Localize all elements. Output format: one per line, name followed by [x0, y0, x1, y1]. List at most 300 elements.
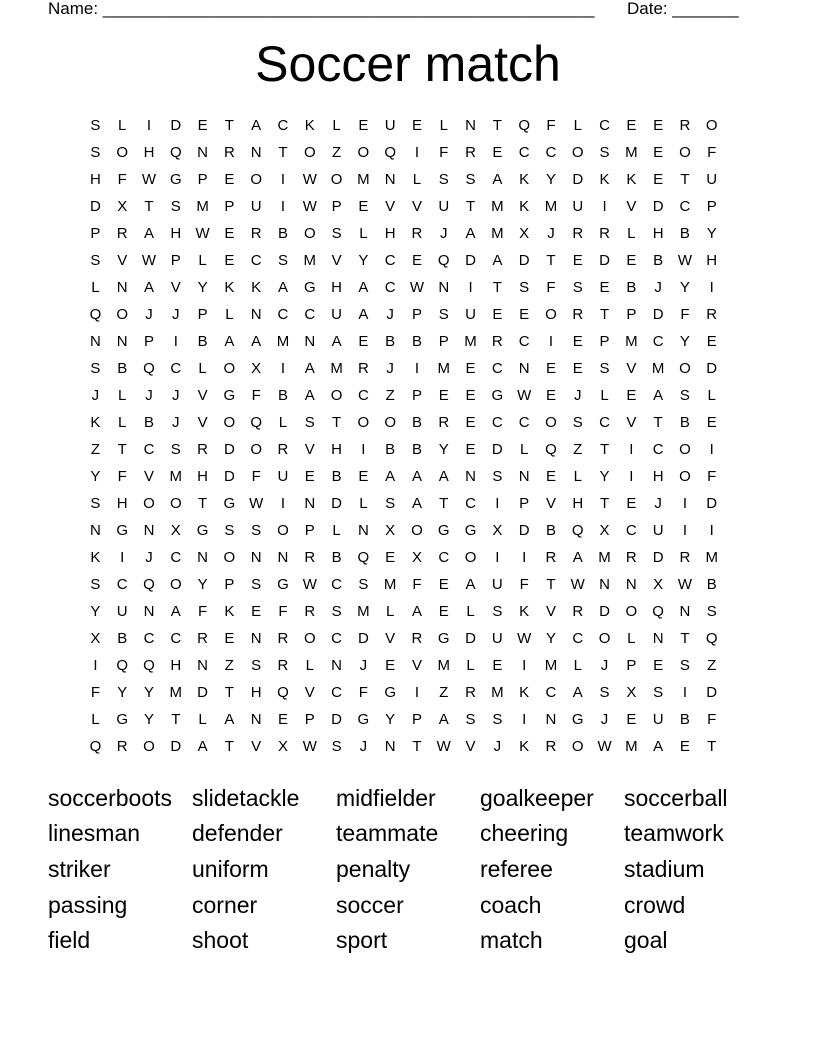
grid-letter: J	[359, 657, 368, 674]
grid-letter: D	[599, 252, 610, 269]
grid-letter: C	[170, 630, 182, 647]
grid-row	[82, 625, 734, 652]
grid-letter: L	[439, 117, 448, 134]
grid-letter: Y	[143, 684, 154, 701]
grid-row	[82, 679, 734, 706]
grid-letter: O	[116, 306, 129, 323]
grid-letter: E	[465, 360, 476, 377]
grid-letter: N	[197, 549, 208, 566]
grid-letter: V	[385, 198, 396, 215]
grid-letter: R	[357, 360, 369, 377]
grid-letter: V	[626, 360, 637, 377]
grid-letter: F	[546, 117, 556, 134]
grid-letter: K	[519, 198, 530, 215]
grid-letter: V	[304, 684, 315, 701]
grid-letter: L	[412, 171, 422, 188]
grid-letter: M	[625, 738, 638, 755]
grid-letter: H	[331, 279, 342, 296]
grid-letter: H	[116, 495, 128, 512]
grid-letter: H	[197, 468, 208, 485]
grid-letter: A	[492, 252, 503, 269]
grid-row	[82, 544, 734, 571]
grid-letter: N	[384, 738, 396, 755]
grid-row	[82, 220, 734, 247]
grid-letter: V	[626, 414, 637, 431]
word-list-row	[48, 816, 778, 852]
grid-letter: V	[197, 414, 208, 431]
grid-letter: N	[250, 144, 262, 161]
grid-letter: C	[357, 387, 369, 404]
grid-letter: W	[570, 576, 585, 593]
grid-row	[82, 517, 734, 544]
grid-letter: L	[359, 225, 368, 242]
grid-letter: Q	[357, 549, 370, 566]
grid-letter: Q	[143, 360, 155, 377]
grid-letter: N	[197, 657, 208, 674]
grid-letter: A	[143, 225, 154, 242]
grid-letter: K	[519, 171, 530, 188]
grid-letter: S	[679, 657, 690, 674]
grid-letter: D	[465, 630, 476, 647]
grid-letter: U	[250, 198, 262, 215]
grid-letter: R	[277, 630, 289, 647]
grid-letter: W	[517, 630, 532, 647]
grid-letter: A	[411, 468, 422, 485]
grid-letter: V	[411, 657, 422, 674]
grid-letter: D	[518, 522, 530, 539]
grid-letter: B	[143, 414, 154, 431]
grid-letter: D	[331, 711, 342, 728]
grid-letter: K	[224, 603, 235, 620]
word-list-row	[48, 922, 778, 958]
grid-letter: V	[385, 630, 396, 647]
grid-letter: P	[411, 711, 422, 728]
grid-letter: C	[250, 252, 262, 269]
grid-letter: W	[517, 387, 532, 404]
grid-letter: F	[680, 306, 690, 323]
grid-letter: A	[170, 603, 181, 620]
grid-letter: I	[280, 198, 286, 215]
grid-letter: E	[385, 549, 396, 566]
grid-letter: L	[707, 387, 716, 404]
grid-letter: F	[251, 468, 261, 485]
grid-letter: C	[304, 306, 316, 323]
grid-letter: O	[303, 144, 316, 161]
grid-letter: E	[626, 117, 637, 134]
grid-letter: R	[572, 306, 584, 323]
grid-letter: I	[495, 549, 500, 566]
grid-letter: Z	[224, 657, 234, 674]
grid-letter: T	[278, 144, 288, 161]
grid-letter: N	[438, 279, 450, 296]
grid-letter: N	[465, 468, 476, 485]
grid-letter: Q	[116, 657, 129, 674]
grid-letter: Y	[90, 468, 101, 485]
grid-row	[82, 382, 734, 409]
grid-letter: S	[331, 603, 342, 620]
grid-letter: P	[438, 333, 449, 350]
grid-letter: X	[117, 198, 128, 215]
grid-letter: I	[414, 144, 420, 161]
grid-letter: Z	[331, 144, 342, 161]
grid-letter: E	[572, 252, 583, 269]
grid-letter: S	[251, 657, 262, 674]
grid-letter: S	[224, 522, 235, 539]
grid-letter: K	[304, 117, 315, 134]
grid-letter: E	[411, 117, 422, 134]
grid-letter: C	[625, 522, 637, 539]
grid-letter: G	[357, 711, 370, 728]
grid-letter: E	[358, 468, 369, 485]
letter-grid	[82, 112, 734, 760]
grid-letter: W	[302, 171, 317, 188]
grid-letter: W	[597, 738, 612, 755]
grid-letter: O	[330, 171, 343, 188]
grid-letter: S	[492, 468, 503, 485]
grid-letter: R	[572, 603, 584, 620]
grid-letter: A	[358, 306, 369, 323]
grid-letter: O	[357, 414, 370, 431]
grid-letter: T	[412, 738, 422, 755]
grid-letter: R	[465, 144, 476, 161]
grid-letter: E	[492, 144, 503, 161]
grid-letter: D	[599, 603, 610, 620]
grid-letter: N	[652, 630, 664, 647]
grid-letter: I	[414, 360, 420, 377]
grid-letter: S	[572, 414, 583, 431]
grid-letter: D	[89, 198, 101, 215]
grid-letter: Y	[197, 279, 208, 296]
grid-letter: P	[706, 198, 717, 215]
grid-letter: H	[89, 171, 101, 188]
grid-letter: O	[169, 495, 182, 512]
grid-letter: B	[277, 225, 288, 242]
grid-letter: O	[705, 117, 718, 134]
grid-letter: H	[384, 225, 396, 242]
grid-letter: G	[464, 522, 477, 539]
grid-letter: Q	[143, 657, 155, 674]
grid-letter: C	[170, 549, 182, 566]
grid-letter: A	[572, 549, 583, 566]
grid-letter: C	[599, 117, 610, 134]
grid-letter: P	[224, 198, 235, 215]
grid-letter: A	[251, 117, 262, 134]
grid-letter: D	[706, 495, 718, 512]
grid-letter: I	[93, 657, 98, 674]
grid-letter: B	[117, 360, 128, 377]
grid-letter: H	[652, 468, 664, 485]
grid-letter: M	[357, 603, 370, 620]
grid-letter: O	[223, 414, 236, 431]
grid-letter: C	[465, 495, 476, 512]
grid-letter: A	[358, 279, 369, 296]
grid-letter: C	[384, 279, 396, 296]
grid-letter: T	[707, 738, 717, 755]
grid-letter: A	[304, 387, 315, 404]
grid-letter: Q	[169, 144, 182, 161]
grid-letter: P	[519, 495, 530, 512]
grid-letter: M	[598, 549, 611, 566]
grid-letter: E	[572, 360, 583, 377]
grid-letter: S	[599, 144, 610, 161]
grid-letter: D	[706, 360, 718, 377]
word-list-item: field	[48, 927, 91, 954]
grid-letter: S	[385, 495, 396, 512]
grid-letter: J	[145, 306, 153, 323]
grid-letter: S	[465, 711, 476, 728]
word-list-item: uniform	[192, 855, 269, 882]
grid-letter: F	[251, 387, 261, 404]
grid-letter: M	[169, 468, 183, 485]
grid-letter: D	[465, 252, 476, 269]
grid-letter: E	[224, 252, 235, 269]
grid-letter: U	[438, 198, 450, 215]
grid-letter: W	[249, 495, 264, 512]
grid-letter: Y	[679, 333, 690, 350]
grid-letter: Q	[277, 684, 289, 701]
grid-letter: E	[706, 333, 717, 350]
word-list-item: soccerboots	[48, 784, 173, 811]
grid-letter: B	[277, 387, 288, 404]
grid-letter: R	[438, 414, 450, 431]
grid-letter: A	[492, 171, 503, 188]
grid-letter: A	[331, 333, 342, 350]
grid-letter: E	[626, 711, 637, 728]
grid-letter: N	[304, 333, 316, 350]
grid-letter: U	[652, 711, 664, 728]
word-list-item: goalkeeper	[480, 784, 594, 811]
grid-letter: T	[144, 198, 154, 215]
grid-letter: N	[545, 711, 557, 728]
grid-letter: P	[599, 333, 610, 350]
grid-letter: E	[545, 387, 556, 404]
grid-letter: X	[626, 684, 637, 701]
word-list-item: striker	[48, 855, 111, 882]
grid-letter: G	[223, 387, 236, 404]
grid-letter: D	[518, 252, 530, 269]
grid-letter: L	[198, 360, 207, 377]
grid-letter: J	[440, 225, 448, 242]
grid-letter: C	[679, 198, 691, 215]
grid-letter: W	[302, 738, 317, 755]
grid-letter: L	[359, 495, 368, 512]
grid-letter: B	[679, 225, 690, 242]
grid-letter: T	[198, 495, 208, 512]
grid-letter: O	[223, 360, 236, 377]
grid-row	[82, 355, 734, 382]
word-list-item: midfielder	[336, 784, 436, 811]
grid-letter: C	[518, 414, 530, 431]
grid-letter: C	[116, 576, 128, 593]
grid-letter: U	[331, 306, 342, 323]
grid-letter: M	[330, 360, 343, 377]
grid-letter: R	[250, 225, 262, 242]
grid-letter: S	[706, 603, 717, 620]
grid-letter: Z	[385, 387, 395, 404]
grid-letter: S	[277, 252, 288, 269]
grid-letter: J	[386, 306, 394, 323]
grid-letter: W	[141, 171, 157, 188]
grid-letter: B	[679, 711, 690, 728]
grid-letter: G	[384, 684, 396, 701]
grid-letter: H	[706, 252, 718, 269]
grid-letter: M	[169, 684, 183, 701]
grid-letter: N	[250, 549, 262, 566]
grid-letter: A	[304, 360, 315, 377]
grid-letter: L	[198, 252, 207, 269]
grid-letter: X	[251, 360, 262, 377]
grid-letter: D	[491, 441, 503, 458]
grid-letter: C	[143, 441, 155, 458]
grid-letter: J	[573, 387, 582, 404]
grid-letter: C	[652, 333, 664, 350]
grid-letter: S	[90, 495, 101, 512]
grid-letter: W	[677, 252, 693, 269]
grid-letter: D	[357, 630, 369, 647]
grid-letter: K	[251, 279, 262, 296]
grid-letter: W	[436, 738, 451, 755]
grid-letter: I	[414, 684, 420, 701]
grid-letter: M	[625, 144, 638, 161]
grid-letter: E	[465, 387, 476, 404]
grid-letter: E	[492, 306, 503, 323]
grid-letter: G	[437, 630, 450, 647]
grid-letter: V	[197, 387, 208, 404]
grid-letter: I	[682, 522, 688, 539]
grid-letter: E	[599, 279, 610, 296]
grid-letter: I	[495, 495, 500, 512]
grid-letter: C	[572, 630, 584, 647]
grid-letter: L	[600, 387, 609, 404]
grid-letter: S	[492, 711, 503, 728]
grid-letter: I	[709, 441, 714, 458]
grid-letter: R	[679, 549, 691, 566]
grid-letter: B	[197, 333, 208, 350]
grid-letter: E	[358, 198, 369, 215]
grid-letter: W	[141, 252, 157, 269]
grid-letter: T	[331, 414, 342, 431]
grid-letter: L	[91, 279, 100, 296]
grid-letter: G	[116, 522, 129, 539]
grid-letter: C	[384, 252, 396, 269]
grid-letter: F	[117, 171, 127, 188]
grid-letter: E	[438, 603, 449, 620]
grid-letter: M	[303, 252, 317, 269]
grid-letter: O	[625, 603, 638, 620]
grid-letter: U	[384, 117, 396, 134]
grid-letter: O	[303, 225, 316, 242]
grid-letter: N	[357, 522, 369, 539]
grid-letter: U	[277, 468, 289, 485]
grid-letter: X	[170, 522, 181, 539]
grid-letter: O	[411, 522, 423, 539]
grid-letter: Q	[89, 738, 102, 755]
grid-letter: M	[491, 684, 504, 701]
grid-letter: F	[412, 576, 422, 593]
grid-letter: A	[197, 738, 208, 755]
grid-letter: L	[519, 441, 529, 458]
grid-letter: L	[91, 711, 100, 728]
grid-letter: R	[625, 549, 637, 566]
grid-letter: C	[170, 360, 182, 377]
grid-letter: N	[599, 576, 610, 593]
grid-letter: D	[170, 738, 182, 755]
grid-letter: N	[625, 576, 637, 593]
grid-letter: D	[652, 198, 664, 215]
grid-letter: D	[652, 306, 664, 323]
grid-letter: C	[518, 333, 530, 350]
grid-letter: P	[197, 171, 208, 188]
grid-letter: S	[90, 576, 101, 593]
grid-letter: W	[302, 198, 317, 215]
grid-letter: P	[304, 522, 315, 539]
grid-letter: I	[522, 711, 527, 728]
grid-letter: I	[173, 333, 178, 350]
grid-letter: T	[599, 495, 610, 512]
grid-letter: X	[519, 225, 530, 242]
word-list-item: soccer	[336, 891, 404, 918]
grid-letter: J	[386, 360, 394, 377]
grid-letter: Q	[250, 414, 263, 431]
grid-letter: M	[464, 333, 477, 350]
grid-letter: S	[90, 360, 101, 377]
grid-letter: O	[679, 441, 691, 458]
grid-letter: R	[411, 630, 423, 647]
grid-letter: A	[438, 711, 449, 728]
grid-letter: N	[331, 657, 342, 674]
grid-letter: G	[571, 711, 584, 728]
grid-letter: O	[384, 414, 396, 431]
grid-letter: F	[707, 144, 717, 161]
grid-letter: O	[679, 360, 691, 377]
grid-letter: S	[304, 414, 315, 431]
grid-letter: M	[544, 198, 558, 215]
grid-letter: R	[304, 549, 316, 566]
grid-letter: O	[598, 630, 611, 647]
grid-letter: O	[143, 738, 155, 755]
grid-letter: A	[411, 495, 422, 512]
grid-letter: S	[519, 279, 530, 296]
grid-letter: T	[439, 495, 449, 512]
grid-letter: B	[411, 333, 422, 350]
grid-letter: S	[599, 360, 610, 377]
grid-letter: D	[223, 441, 235, 458]
grid-letter: Q	[652, 603, 664, 620]
grid-letter: A	[465, 225, 476, 242]
grid-letter: O	[357, 144, 370, 161]
grid-letter: R	[545, 738, 557, 755]
grid-letter: C	[491, 414, 503, 431]
grid-letter: K	[626, 171, 637, 188]
grid-letter: P	[197, 306, 208, 323]
grid-letter: E	[224, 630, 235, 647]
grid-letter: C	[518, 144, 530, 161]
grid-letter: P	[143, 333, 154, 350]
grid-letter: E	[465, 414, 476, 431]
word-list-item: linesman	[48, 820, 141, 847]
grid-letter: O	[277, 522, 289, 539]
grid-letter: S	[331, 738, 342, 755]
grid-row	[82, 274, 734, 301]
grid-letter: S	[438, 171, 449, 188]
word-list-item: sport	[336, 927, 388, 954]
grid-letter: X	[599, 522, 610, 539]
grid-letter: F	[117, 468, 127, 485]
grid-letter: F	[546, 279, 556, 296]
grid-letter: R	[223, 144, 235, 161]
grid-letter: I	[468, 279, 473, 296]
grid-letter: P	[304, 711, 315, 728]
